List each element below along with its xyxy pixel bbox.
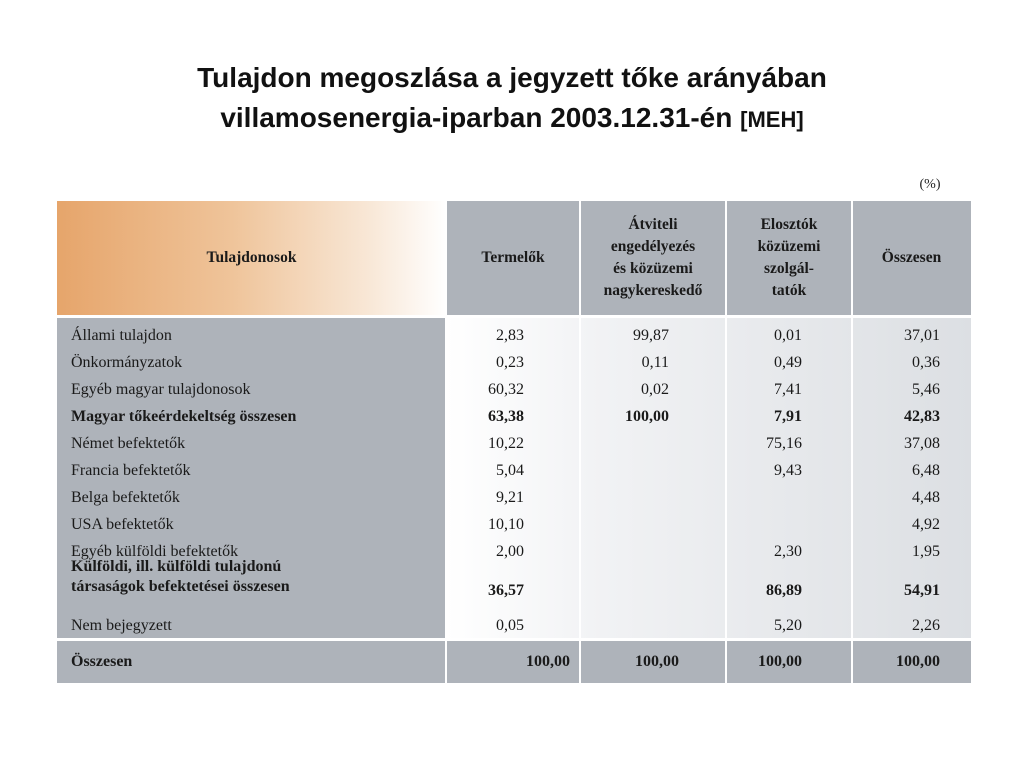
- header-cell-0: [57, 201, 446, 315]
- header-line: Elosztók: [760, 216, 818, 233]
- header-line: tatók: [771, 282, 807, 299]
- value-cell: 10,22: [488, 435, 524, 452]
- total-value: 100,00: [635, 653, 679, 670]
- value-cell: 2,30: [774, 543, 802, 560]
- row-label: Egyéb külföldi befektetők: [71, 543, 239, 560]
- value-cell: 99,87: [633, 327, 669, 344]
- column-divider: [579, 201, 581, 683]
- header-text-0: [207, 247, 297, 269]
- value-cell: 36,57: [488, 582, 524, 599]
- value-cell: 2,00: [496, 543, 524, 560]
- value-cell: 37,01: [904, 327, 940, 344]
- value-cell: 5,20: [774, 617, 802, 634]
- value-cell: 63,38: [488, 408, 524, 425]
- header-line: szolgál-: [764, 260, 814, 277]
- value-cell: 7,91: [774, 408, 802, 425]
- value-cell: 86,89: [766, 582, 802, 599]
- value-cell: 0,01: [774, 327, 802, 344]
- value-cell: 0,02: [641, 381, 669, 398]
- value-cell: 5,04: [496, 462, 524, 479]
- value-cell: 1,95: [912, 543, 940, 560]
- value-cell: 4,48: [912, 489, 940, 506]
- value-cell: 6,48: [912, 462, 940, 479]
- header-text-4: [882, 247, 941, 269]
- slide-title: [0, 58, 1024, 140]
- column-divider: [445, 201, 447, 683]
- row-label: Nem bejegyzett: [71, 617, 172, 634]
- row-label: Egyéb magyar tulajdonosok: [71, 381, 251, 398]
- column-divider: [851, 201, 853, 683]
- value-cell: 0,05: [496, 617, 524, 634]
- header-text-2: [604, 214, 703, 302]
- header-cell-2: [580, 201, 726, 315]
- value-cell: 10,10: [488, 516, 524, 533]
- total-value: 100,00: [526, 653, 570, 670]
- row-label-line: Külföldi, ill. külföldi tulajdonú: [71, 558, 282, 575]
- row-label: [71, 557, 290, 597]
- value-cell: 60,32: [488, 381, 524, 398]
- row-label: Belga befektetők: [71, 489, 180, 506]
- header-line: közüzemi: [757, 238, 821, 255]
- value-cell: 0,23: [496, 354, 524, 371]
- header-divider: [57, 315, 971, 318]
- row-label: Francia befektetők: [71, 462, 191, 479]
- row-label: Önkormányzatok: [71, 354, 183, 371]
- header-line: Összesen: [881, 249, 942, 266]
- header-line: engedélyezés: [610, 238, 696, 255]
- header-line: és közüzemi: [613, 260, 693, 277]
- total-value: 100,00: [896, 653, 940, 670]
- row-label: Állami tulajdon: [71, 327, 172, 344]
- value-cell: 37,08: [904, 435, 940, 452]
- ownership-table: [57, 201, 971, 683]
- header-text-1: [481, 247, 544, 269]
- row-label: Magyar tőkeérdekeltség összesen: [71, 408, 297, 425]
- header-line: nagykereskedő: [603, 282, 703, 299]
- value-cell: 0,11: [641, 354, 669, 371]
- title-line-2: [0, 98, 1024, 140]
- title-line-2-text: villamosenergia-iparban 2003.12.31-én: [220, 102, 733, 133]
- header-cell-4: [852, 201, 971, 315]
- value-cell: 9,43: [774, 462, 802, 479]
- column-divider: [725, 201, 727, 683]
- value-cell: 2,83: [496, 327, 524, 344]
- value-cell: 7,41: [774, 381, 802, 398]
- value-cell: 0,36: [912, 354, 940, 371]
- header-text-3: [758, 214, 821, 302]
- header-line: Tulajdonosok: [206, 249, 297, 266]
- value-cell: 0,49: [774, 354, 802, 371]
- header-line: Termelők: [481, 249, 545, 266]
- value-cell: 54,91: [904, 582, 940, 599]
- header-cell-3: [726, 201, 852, 315]
- total-value: 100,00: [758, 653, 802, 670]
- value-cell: 5,46: [912, 381, 940, 398]
- title-source: [MEH]: [740, 107, 804, 132]
- value-cell: 75,16: [766, 435, 802, 452]
- value-cell: 9,21: [496, 489, 524, 506]
- header-cell-1: [446, 201, 580, 315]
- value-cell: 100,00: [625, 408, 669, 425]
- row-label-line: társaságok befektetései összesen: [71, 578, 290, 595]
- value-cell: 4,92: [912, 516, 940, 533]
- unit-label: (%): [919, 177, 941, 192]
- footer-divider: [57, 638, 971, 641]
- value-cell: 42,83: [904, 408, 940, 425]
- row-label: Német befektetők: [71, 435, 186, 452]
- total-label: Összesen: [71, 653, 133, 670]
- title-line-1: Tulajdon megoszlása a jegyzett tőke arányában: [197, 62, 827, 93]
- row-label: USA befektetők: [71, 516, 174, 533]
- header-line: Átviteli: [628, 216, 678, 233]
- value-cell: 2,26: [912, 617, 940, 634]
